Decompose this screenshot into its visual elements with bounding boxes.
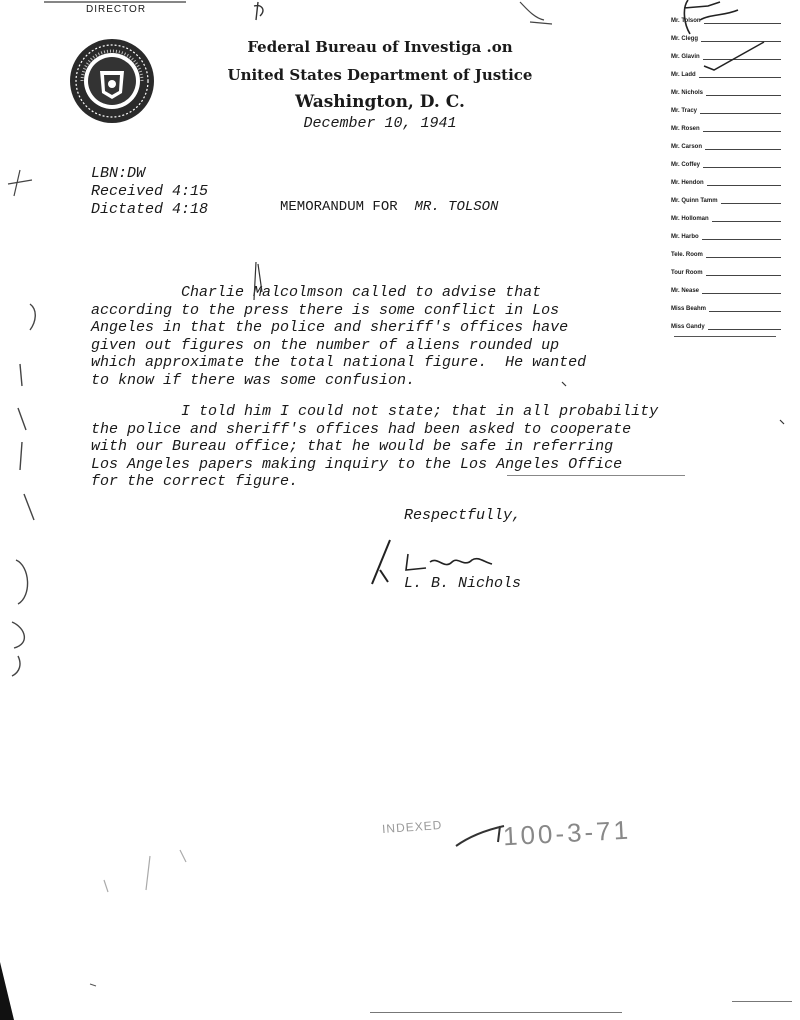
letterhead-department: United States Department of Justice bbox=[227, 66, 533, 84]
body-line: to know if there was some confusion. bbox=[91, 371, 416, 389]
memo-recipient: MR. TOLSON bbox=[414, 199, 499, 215]
routing-row bbox=[671, 294, 781, 312]
routing-row bbox=[671, 114, 781, 132]
routing-name: Miss Gandy bbox=[671, 324, 705, 330]
reference-block bbox=[91, 165, 208, 219]
routing-name: Mr. Clegg bbox=[671, 36, 699, 42]
body-line: I told him I could not state; that in all probability bbox=[91, 403, 659, 420]
routing-row bbox=[671, 132, 781, 150]
routing-name: Mr. Hendon bbox=[671, 180, 704, 186]
reference-initials: LBN:DW bbox=[91, 165, 146, 182]
letterhead-city: Washington, D. C. bbox=[295, 92, 465, 112]
routing-name: Mr. Holloman bbox=[671, 216, 709, 222]
routing-name: Mr. Rosen bbox=[671, 126, 700, 132]
bottom-rule-right bbox=[732, 1001, 792, 1002]
routing-row bbox=[671, 222, 781, 240]
routing-row bbox=[671, 204, 781, 222]
signer-name: L. B. Nichols bbox=[404, 575, 522, 592]
routing-name: Tele. Room bbox=[671, 252, 703, 258]
routing-list bbox=[671, 6, 781, 330]
routing-name: Mr. Glavin bbox=[671, 54, 700, 60]
body-line: for the correct figure. bbox=[91, 473, 299, 490]
routing-row bbox=[671, 168, 781, 186]
body-line: given out figures on the number of aliens rounded up bbox=[91, 336, 560, 354]
routing-name: Mr. Tolson bbox=[671, 18, 701, 24]
body-paragraph-1 bbox=[91, 284, 586, 389]
routing-name: Mr. Harbo bbox=[671, 234, 699, 240]
routing-row bbox=[671, 186, 781, 204]
body-line: the police and sheriff's offices had been asked to cooperate bbox=[91, 420, 632, 438]
director-title: DIRECTOR bbox=[86, 4, 147, 15]
body-paragraph-2 bbox=[91, 403, 658, 491]
routing-row bbox=[671, 24, 781, 42]
routing-row bbox=[671, 96, 781, 114]
indexed-stamp-label: INDEXED bbox=[381, 817, 443, 837]
routing-name: Mr. Nichols bbox=[671, 90, 704, 96]
body-line: with our Bureau office; that he would be safe in referring bbox=[91, 438, 614, 455]
letterhead-bureau: Federal Bureau of Investiga .on bbox=[247, 38, 513, 56]
routing-row bbox=[671, 60, 781, 78]
routing-divider bbox=[674, 336, 776, 337]
routing-name: Mr. Carson bbox=[671, 144, 703, 150]
routing-name: Tour Room bbox=[671, 270, 703, 276]
routing-name: Mr. Quinn Tamm bbox=[671, 198, 718, 204]
routing-row bbox=[671, 258, 781, 276]
routing-name: Mr. Ladd bbox=[671, 72, 696, 78]
routing-name: Miss Beahm bbox=[671, 306, 707, 312]
letterhead-cut-name-line bbox=[44, 0, 186, 3]
underline-mark bbox=[507, 475, 685, 476]
routing-row bbox=[671, 42, 781, 60]
body-line: Charlie Malcolmson called to advise that bbox=[91, 284, 542, 301]
routing-name: Mr. Tracy bbox=[671, 108, 698, 114]
file-number-stamp: 100-3-71 bbox=[502, 814, 632, 852]
letter-date: December 10, 1941 bbox=[303, 115, 457, 132]
routing-row bbox=[671, 240, 781, 258]
body-line: according to the press there is some conflict in Los bbox=[91, 301, 560, 319]
routing-row bbox=[671, 78, 781, 96]
routing-row bbox=[671, 276, 781, 294]
routing-row bbox=[671, 312, 781, 330]
routing-name: Mr. Coffey bbox=[671, 162, 701, 168]
routing-row bbox=[671, 6, 781, 24]
memo-heading bbox=[280, 199, 498, 215]
body-line: Los Angeles papers making inquiry to the Los Angeles Office bbox=[91, 455, 623, 473]
body-line: which approximate the total national figure. He wanted bbox=[91, 354, 587, 371]
body-line: Angeles in that the police and sheriff's offices have bbox=[91, 319, 569, 336]
complimentary-close: Respectfully, bbox=[404, 507, 522, 524]
bottom-rule bbox=[370, 1012, 622, 1013]
received-time: Received 4:15 bbox=[91, 183, 209, 200]
routing-row bbox=[671, 150, 781, 168]
dictated-time: Dictated 4:18 bbox=[91, 201, 209, 218]
fbi-seal-icon bbox=[68, 37, 156, 125]
routing-name: Mr. Nease bbox=[671, 288, 700, 294]
memo-prefix: MEMORANDUM FOR bbox=[280, 199, 398, 215]
